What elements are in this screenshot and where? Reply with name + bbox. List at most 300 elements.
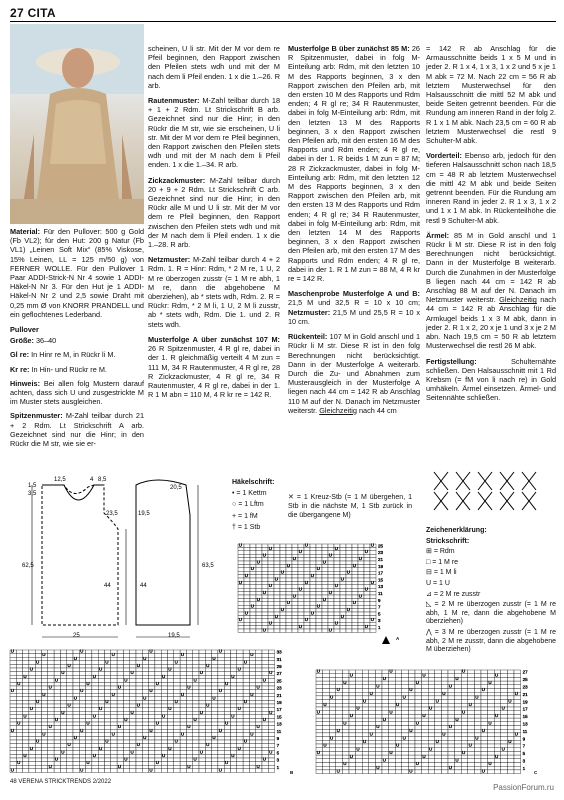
chart-cell — [349, 722, 356, 726]
chart-row-number: 23 — [378, 550, 384, 556]
chart-cell — [448, 703, 455, 707]
chart-cell — [268, 609, 274, 612]
chart-cell — [256, 675, 262, 679]
chart-cell — [238, 595, 244, 598]
chart-cell — [441, 711, 448, 715]
chart-cell — [54, 657, 60, 661]
chart-symbol: U — [292, 593, 297, 599]
chart-cell — [256, 571, 262, 574]
chart-cell — [507, 722, 514, 726]
chart-cell — [123, 654, 129, 658]
chart-cell — [501, 700, 508, 704]
chart-cell — [180, 744, 186, 748]
chart-cell — [193, 693, 199, 697]
chart-cell — [237, 650, 243, 654]
chart-cell — [48, 715, 54, 719]
chart-cell — [262, 564, 268, 567]
chart-cell — [262, 571, 268, 574]
chart-cell — [180, 704, 186, 708]
chart-cell — [262, 711, 268, 715]
chart-cell — [274, 581, 280, 584]
chart-symbol: U — [316, 709, 321, 715]
chart-cell — [352, 568, 358, 571]
chart-cell — [111, 697, 117, 701]
chart-cell — [352, 571, 358, 574]
chart-cell — [329, 714, 336, 718]
chart-cell — [415, 744, 422, 748]
chart-cell — [130, 693, 136, 697]
chart-cell — [130, 690, 136, 694]
chart-cell — [323, 770, 330, 774]
chart-cell — [243, 650, 249, 654]
chart-cell — [48, 729, 54, 733]
chart-cell — [243, 751, 249, 755]
chart-symbol: U — [80, 727, 84, 733]
chart-cell — [237, 715, 243, 719]
chart-symbol: U — [376, 683, 380, 689]
chart-cell — [60, 661, 66, 665]
chart-cell — [268, 561, 274, 564]
chart-cell — [375, 700, 382, 704]
chart-cell — [42, 747, 48, 751]
chart-cell — [329, 674, 336, 678]
chart-cell — [328, 595, 334, 598]
chart-cell — [352, 622, 358, 625]
chart-cell — [79, 733, 85, 737]
chart-cell — [212, 769, 218, 773]
chart-cell — [316, 722, 323, 726]
chart-symbol: U — [256, 596, 261, 602]
chart-cell — [174, 754, 180, 758]
chart-cell — [349, 744, 356, 748]
chart-cell — [35, 754, 41, 758]
chart-symbol: U — [334, 620, 339, 626]
chart-cell — [286, 544, 292, 547]
chart-cell — [186, 715, 192, 719]
chart-cell — [105, 715, 111, 719]
chart-cell — [60, 754, 66, 758]
chart-cell — [481, 755, 488, 759]
chart-cell — [256, 754, 262, 758]
chart-cell — [268, 568, 274, 571]
chart-cell — [352, 585, 358, 588]
rauten-text: M-Zahl teilbar durch 18 + 1 + 2 Rdm. Lt Strickschrift B arb. Gezeichnet sind nur die Hinr; in den Rückr die M str, wie sie erscheinen, U li str. Mit der M vor dem re Pfeil beginnen, den Rapport zwischen den Pfeilen stets wdh und mit der M nach dem li Pfeil enden. 1 x die 1.–34. R arb. — [148, 96, 280, 170]
chart-cell — [67, 758, 73, 762]
chart-cell — [48, 754, 54, 758]
chart-cell — [243, 733, 249, 737]
chart-cell — [23, 758, 29, 762]
chart-cell — [111, 751, 117, 755]
chart-cell — [92, 740, 98, 744]
chart-cell — [461, 733, 468, 737]
chart-cell — [35, 765, 41, 769]
chart-cell — [168, 754, 174, 758]
chart-cell — [298, 568, 304, 571]
chart-cell — [23, 682, 29, 686]
chart-cell — [130, 675, 136, 679]
chart-cell — [316, 595, 322, 598]
chart-cell — [340, 561, 346, 564]
chart-cell — [161, 762, 167, 766]
chart-cell — [42, 682, 48, 686]
chart-cell — [111, 762, 117, 766]
chart-cell — [16, 708, 22, 712]
chart-cell — [29, 754, 35, 758]
chart-cell — [364, 615, 370, 618]
chart-cell — [224, 729, 230, 733]
chart-cell — [292, 547, 298, 550]
chart-cell — [86, 711, 92, 715]
chart-cell — [441, 685, 448, 689]
chart-cell — [336, 696, 343, 700]
chart-cell — [389, 703, 396, 707]
chart-cell — [280, 575, 286, 578]
chart-cell — [199, 661, 205, 665]
chart-cell — [73, 740, 79, 744]
photo-illustration — [10, 24, 144, 224]
chart-cell — [370, 564, 376, 567]
chart-cell — [316, 561, 322, 564]
chart-cell — [268, 605, 274, 608]
chart-cell — [29, 657, 35, 661]
chart-cell — [382, 770, 389, 774]
chart-symbol: U — [54, 717, 59, 722]
chart-row-number: 15 — [276, 714, 282, 720]
chart-cell — [42, 736, 48, 740]
chart-cell — [224, 733, 230, 737]
chart-cell — [149, 715, 155, 719]
chart-symbol: U — [468, 702, 472, 707]
chart-cell — [136, 693, 142, 697]
chart-cell — [280, 547, 286, 550]
chart-symbol: U — [162, 673, 166, 679]
chart-symbol: U — [262, 552, 267, 558]
chart-cell — [48, 697, 54, 701]
chart-cell — [48, 679, 54, 683]
chart-cell — [155, 693, 161, 697]
chart-cell — [218, 675, 224, 679]
chart-cell — [364, 592, 370, 595]
chart-cell — [256, 751, 262, 755]
chart-cell — [256, 612, 262, 615]
chart-cell — [375, 770, 382, 774]
chart-cell — [180, 754, 186, 758]
chart-cell — [123, 765, 129, 769]
chart-cell — [316, 744, 323, 748]
chart-cell — [67, 693, 73, 697]
chart-symbol: U — [389, 668, 393, 674]
chart-cell — [422, 748, 429, 752]
chart-cell — [149, 736, 155, 740]
chart-cell — [322, 626, 328, 629]
chart-cell — [193, 704, 199, 708]
chart-cell — [514, 770, 521, 774]
chart-cell — [123, 736, 129, 740]
knit-chart-c — [316, 670, 556, 778]
chart-cell — [218, 747, 224, 751]
chart-cell — [149, 672, 155, 676]
chart-cell — [149, 679, 155, 683]
chart-cell — [329, 740, 336, 744]
dim-label-12: 63,5 — [202, 563, 214, 569]
chart-cell — [304, 598, 310, 601]
chart-cell — [168, 700, 174, 704]
chart-cell — [244, 588, 250, 591]
chart-cell — [29, 722, 35, 726]
chart-cell — [136, 715, 142, 719]
chart-cell — [507, 681, 514, 685]
chart-cell — [249, 682, 255, 686]
chart-cell — [218, 661, 224, 665]
chart-cell — [79, 657, 85, 661]
chart-cell — [395, 711, 402, 715]
chart-cell — [402, 707, 409, 711]
chart-cell — [142, 747, 148, 751]
chart-cell — [117, 751, 123, 755]
chart-cell — [205, 747, 211, 751]
chart-cell — [507, 729, 514, 733]
chart-cell — [249, 758, 255, 762]
legend-sub: Strickschrift: — [426, 537, 470, 545]
gl-text: In Hinr re M, in Rückr li M. — [31, 350, 116, 360]
chart-cell — [174, 686, 180, 690]
chart-cell — [35, 675, 41, 679]
chart-cell — [364, 558, 370, 561]
chart-cell — [448, 744, 455, 748]
chart-cell — [481, 674, 488, 678]
chart-cell — [375, 755, 382, 759]
chart-cell — [415, 703, 422, 707]
chart-cell — [42, 672, 48, 676]
chart-symbol: U — [508, 739, 512, 744]
chart-cell — [243, 758, 249, 762]
legend-li: = 1 M li — [433, 569, 457, 577]
chart-cell — [79, 715, 85, 719]
chart-cell — [370, 561, 376, 564]
chart-cell — [514, 763, 521, 767]
chart-cell — [481, 744, 488, 748]
chart-cell — [42, 657, 48, 661]
chart-symbol: U — [310, 573, 315, 578]
chart-cell — [364, 598, 370, 601]
chart-cell — [111, 736, 117, 740]
chart-cell — [42, 697, 48, 701]
chart-cell — [67, 754, 73, 758]
chart-cell — [316, 581, 322, 584]
chart-cell — [256, 657, 262, 661]
chart-cell — [98, 715, 104, 719]
chart-cell — [231, 668, 237, 672]
chart-symbol: U — [298, 586, 303, 592]
chart-cell — [29, 765, 35, 769]
chart-cell — [180, 679, 186, 683]
chart-symbol: U — [124, 717, 128, 722]
chart-cell — [316, 759, 323, 763]
chart-cell — [304, 575, 310, 578]
chart-cell — [98, 726, 104, 730]
chart-cell — [322, 602, 328, 605]
chart-cell — [243, 668, 249, 672]
chart-cell — [323, 674, 330, 678]
chart-cell — [468, 696, 475, 700]
chart-cell — [249, 668, 255, 672]
chart-cell — [212, 740, 218, 744]
chart-cell — [23, 736, 29, 740]
chart-cell — [340, 619, 346, 622]
chart-cell — [224, 769, 230, 773]
chart-cell — [415, 766, 422, 770]
haekel-title: Häkelschrift: — [232, 479, 275, 486]
chart-cell — [237, 758, 243, 762]
chart-cell — [316, 544, 322, 547]
chart-cell — [92, 693, 98, 697]
chart-cell — [316, 700, 323, 704]
chart-cell — [408, 692, 415, 696]
chart-symbol: U — [462, 668, 466, 674]
chart-cell — [455, 689, 462, 693]
chart-cell — [474, 770, 481, 774]
dim-label-1: 1,5 — [28, 483, 37, 489]
chart-cell — [79, 740, 85, 744]
chart-cell — [92, 718, 98, 722]
chart-cell — [111, 700, 117, 704]
chart-cell — [441, 766, 448, 770]
chart-cell — [262, 762, 268, 766]
chart-cell — [238, 592, 244, 595]
chart-symbol: U — [124, 756, 128, 762]
chart-cell — [244, 629, 250, 632]
chart-cell — [16, 715, 22, 719]
chart-cell — [16, 650, 22, 654]
chart-cell — [244, 622, 250, 625]
chart-cell — [422, 766, 429, 770]
chart-cell — [256, 711, 262, 715]
chart-cell — [362, 718, 369, 722]
chart-cell — [298, 544, 304, 547]
chart-cell — [174, 711, 180, 715]
column-2 — [148, 44, 280, 401]
chart-cell — [199, 690, 205, 694]
chart-cell — [231, 654, 237, 658]
chart-cell — [98, 769, 104, 773]
chart-cell — [199, 715, 205, 719]
chart-cell — [10, 751, 16, 755]
chart-cell — [73, 762, 79, 766]
chart-cell — [474, 707, 481, 711]
chart-cell — [322, 575, 328, 578]
chart-cell — [298, 558, 304, 561]
chart-cell — [501, 726, 508, 730]
chart-cell — [336, 703, 343, 707]
chart-cell — [199, 650, 205, 654]
chart-cell — [461, 737, 468, 741]
chart-cell — [369, 755, 376, 759]
chart-cell — [238, 554, 244, 557]
chart-cell — [161, 740, 167, 744]
chart-symbol: U — [356, 705, 360, 711]
chart-cell — [501, 763, 508, 767]
chart-cell — [149, 744, 155, 748]
chart-cell — [193, 736, 199, 740]
chart-cell — [448, 759, 455, 763]
chart-cell — [507, 751, 514, 755]
chart-cell — [422, 692, 429, 696]
chart-cell — [92, 668, 98, 672]
chart-cell — [48, 650, 54, 654]
chart-cell — [136, 686, 142, 690]
chart-cell — [256, 544, 262, 547]
chart-cell — [48, 672, 54, 676]
chart-cell — [67, 654, 73, 658]
chart-cell — [370, 612, 376, 615]
chart-cell — [136, 657, 142, 661]
chart-cell — [73, 722, 79, 726]
chart-cell — [205, 718, 211, 722]
chart-cell — [23, 769, 29, 773]
chart-cell — [243, 708, 249, 712]
chart-cell — [224, 657, 230, 661]
chart-cell — [48, 740, 54, 744]
chart-symbol: U — [356, 746, 360, 752]
chart-cell — [142, 722, 148, 726]
chart-cell — [346, 615, 352, 618]
chart-cell — [448, 700, 455, 704]
chart-cell — [358, 602, 364, 605]
chart-cell — [402, 703, 409, 707]
chart-cell — [342, 670, 349, 674]
chart-cell — [322, 592, 328, 595]
chart-cell — [408, 707, 415, 711]
chart-cell — [117, 744, 123, 748]
chart-cell — [130, 729, 136, 733]
chart-cell — [111, 711, 117, 715]
chart-symbol: U — [323, 702, 327, 707]
chart-cell — [316, 770, 323, 774]
chart-cell — [237, 740, 243, 744]
chart-cell — [298, 561, 304, 564]
chart-cell — [262, 619, 268, 622]
footer-text: 48 VERENA STRICKTRENDS 2/2022 — [10, 779, 112, 785]
chart-cell — [92, 722, 98, 726]
chart-cell — [130, 758, 136, 762]
chart-cell — [105, 675, 111, 679]
chart-symbol: U — [488, 679, 492, 685]
chart-cell — [415, 748, 422, 752]
chart-cell — [304, 629, 310, 632]
chart-cell — [346, 581, 352, 584]
chart-symbol: U — [17, 760, 21, 766]
chart-cell — [501, 692, 508, 696]
chart-cell — [244, 547, 250, 550]
chart-symbol: U — [225, 681, 229, 686]
chart-cell — [238, 575, 244, 578]
chart-cell — [193, 661, 199, 665]
chart-cell — [441, 737, 448, 741]
chart-cell — [268, 762, 274, 766]
chart-cell — [501, 770, 508, 774]
chart-cell — [73, 765, 79, 769]
kreuz-legend: ✕ = 1 Kreuz-Stb (= 1 M übergehen, 1 Stb in die nächste M, 1 Stb zurück in die übergangene M) — [288, 494, 412, 520]
chart-cell — [92, 697, 98, 701]
chart-cell — [461, 729, 468, 733]
chart-symbol: U — [174, 738, 178, 744]
chart-cell — [342, 770, 349, 774]
chart-symbol: U — [501, 705, 505, 711]
chart-cell — [54, 661, 60, 665]
chart-symbol: U — [92, 753, 96, 758]
chart-cell — [186, 733, 192, 737]
chart-cell — [507, 670, 514, 674]
